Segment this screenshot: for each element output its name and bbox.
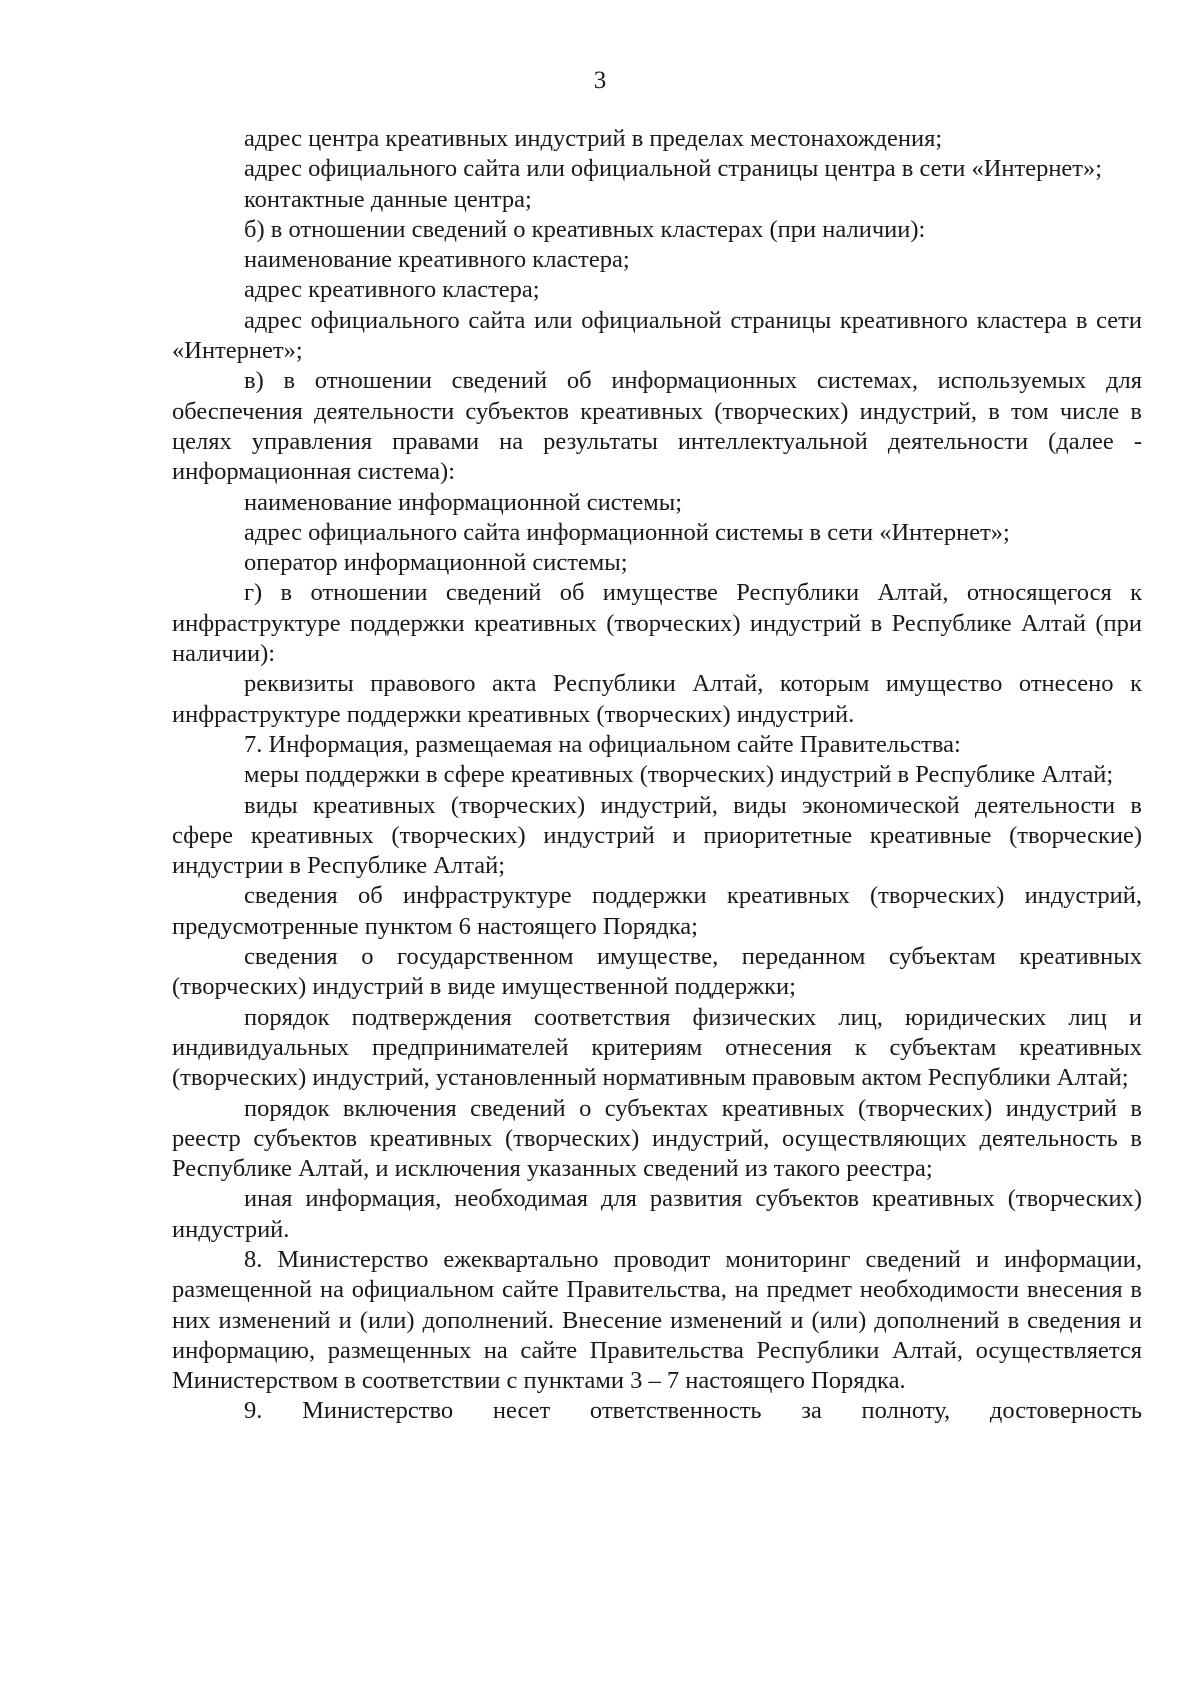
paragraph: порядок включения сведений о субъектах креативных (творческих) индустрий в реестр субъектов креативных (творческих) индустрий, осуществляющих деятельность в Республике Алтай, и исключения указанных сведений из такого реестра; xyxy=(172,1094,1142,1183)
page-number: 3 xyxy=(593,67,607,94)
paragraph: адрес центра креативных индустрий в пределах местонахождения; xyxy=(244,125,943,152)
paragraph: иная информация, необходимая для развития субъектов креативных (творческих) индустрий. xyxy=(172,1185,1142,1243)
paragraph: сведения об инфраструктуре поддержки креативных (творческих) индустрий, предусмотренные пунктом 6 настоящего Порядка; xyxy=(172,882,1142,940)
paragraph: наименование креативного кластера; xyxy=(244,246,630,274)
paragraph: реквизиты правового акта Республики Алтай, которым имущество отнесено к инфраструктуре поддержки креативных (творческих) индустрий. xyxy=(172,670,1142,728)
paragraph: б) в отношении сведений о креативных кластерах (при наличии): xyxy=(244,215,926,243)
paragraph: оператор информационной системы; xyxy=(244,549,628,577)
paragraph: сведения о государственном имуществе, переданном субъектам креативных (творческих) индустрий в виде имущественной поддержки; xyxy=(172,943,1142,1001)
paragraph: наименование информационной системы; xyxy=(244,488,683,516)
paragraph: в) в отношении сведений об информационных системах, используемых для обеспечения деятельности субъектов креативных (творческих) индустрий, в том числе в целях управления правами на результаты интеллектуальной деятельности (далее - информационная система): xyxy=(172,367,1142,486)
paragraph: виды креативных (творческих) индустрий, виды экономической деятельности в сфере креативных (творческих) индустрий и приоритетные креативные (творческие) индустрии в Республике Алтай; xyxy=(172,791,1142,880)
document-body xyxy=(172,124,1142,1427)
paragraph: 7. Информация, размещаемая на официальном сайте Правительства: xyxy=(244,730,961,758)
paragraph: 9. Министерство несет ответственность за полноту, достоверность xyxy=(244,1397,1142,1425)
paragraph: 8. Министерство ежеквартально проводит мониторинг сведений и информации, размещенной на официальном сайте Правительства, на предмет необходимости внесения в них изменений и (или) дополнений. Внесение изменений и (или) дополнений в сведения и информацию, размещенных на сайте Правительства Республики Алтай, осуществляется Министерством в соответствии с пунктами 3 – 7 настоящего Порядка. xyxy=(172,1245,1142,1395)
paragraph: порядок подтверждения соответствия физических лиц, юридических лиц и индивидуальных предпринимателей критериям отнесения к субъектам креативных (творческих) индустрий, установленный нормативным правовым актом Республики Алтай; xyxy=(172,1003,1142,1092)
paragraph: контактные данные центра; xyxy=(244,185,532,213)
paragraph: меры поддержки в сфере креативных (творческих) индустрий в Республике Алтай; xyxy=(244,761,1114,789)
paragraph: адрес креативного кластера; xyxy=(244,276,540,304)
paragraph: г) в отношении сведений об имуществе Республики Алтай, относящегося к инфраструктуре поддержки креативных (творческих) индустрий в Республике Алтай (при наличии): xyxy=(172,579,1142,668)
paragraph: адрес официального сайта или официальной страницы креативного кластера в сети «Интернет»; xyxy=(172,306,1142,365)
paragraph: адрес официального сайта или официальной страницы центра в сети «Интернет»; xyxy=(244,155,1103,183)
paragraph: адрес официального сайта информационной системы в сети «Интернет»; xyxy=(244,518,1010,546)
